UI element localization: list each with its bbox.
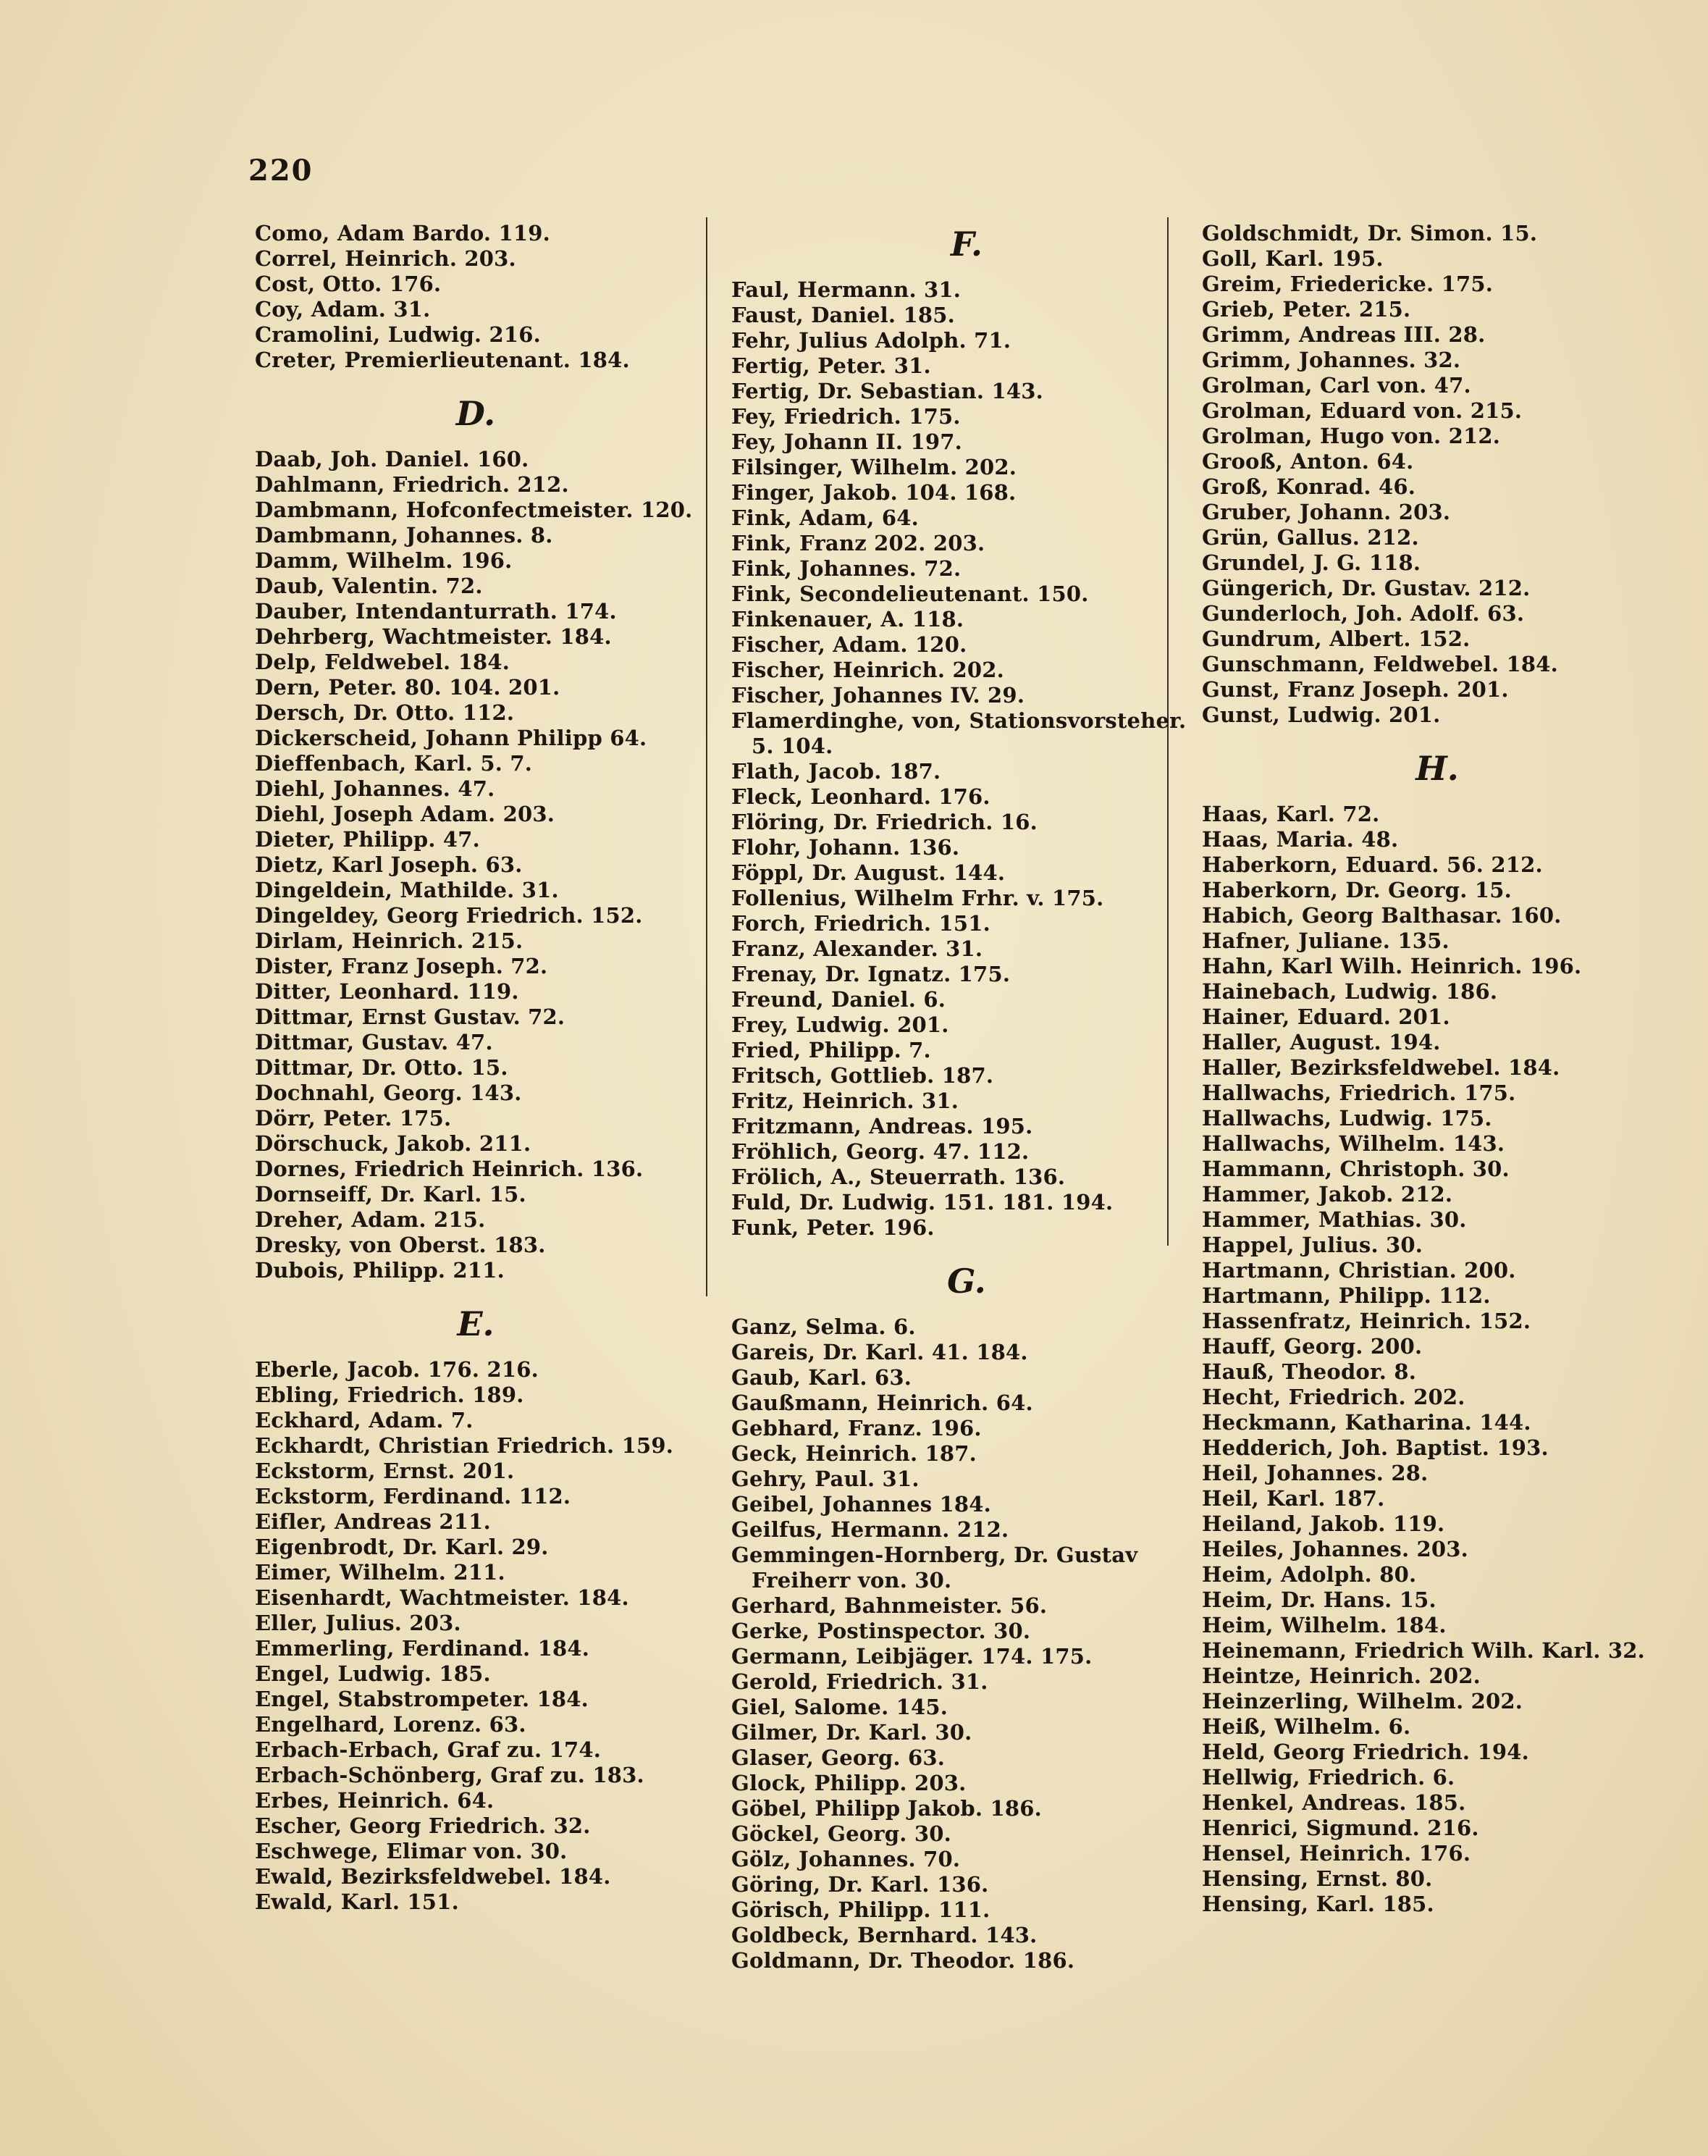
index-entry: Görisch, Philipp. 111. bbox=[731, 1897, 990, 1922]
index-entry: Hammer, Jakob. 212. bbox=[1202, 1182, 1453, 1207]
index-entry: Fey, Friedrich. 175. bbox=[731, 404, 961, 429]
index-entry: Engel, Stabstrompeter. 184. bbox=[255, 1687, 589, 1711]
index-entry: Hauß, Theodor. 8. bbox=[1202, 1359, 1417, 1384]
index-entry: Gunschmann, Feldwebel. 184. bbox=[1202, 652, 1558, 676]
index-entry: Dambmann, Johannes. 8. bbox=[255, 523, 553, 548]
index-entry: Grolman, Carl von. 47. bbox=[1202, 373, 1471, 398]
index-entry: Goldschmidt, Dr. Simon. 15. bbox=[1202, 221, 1538, 246]
index-entry: Dresky, von Oberst. 183. bbox=[255, 1233, 546, 1257]
index-entry: Eckstorm, Ferdinand. 112. bbox=[255, 1484, 571, 1509]
index-entry: Faul, Hermann. 31. bbox=[731, 277, 962, 302]
index-entry: Dornseiff, Dr. Karl. 15. bbox=[255, 1182, 526, 1207]
index-entry: Dubois, Philipp. 211. bbox=[255, 1258, 505, 1283]
index-entry: Gerhard, Bahnmeister. 56. bbox=[731, 1593, 1048, 1618]
index-entry: Dittmar, Ernst Gustav. 72. bbox=[255, 1004, 565, 1029]
index-entry: Haberkorn, Dr. Georg. 15. bbox=[1202, 878, 1512, 902]
index-entry: Gölz, Johannes. 70. bbox=[731, 1847, 961, 1871]
index-entry: Delp, Feldwebel. 184. bbox=[255, 650, 510, 674]
index-entry: Hassenfratz, Heinrich. 152. bbox=[1202, 1309, 1531, 1333]
index-entry: Dern, Peter. 80. 104. 201. bbox=[255, 675, 560, 700]
index-entry: Finger, Jakob. 104. 168. bbox=[731, 480, 1017, 505]
index-entry: Heim, Wilhelm. 184. bbox=[1202, 1613, 1447, 1637]
index-entry: Dittmar, Gustav. 47. bbox=[255, 1030, 493, 1054]
index-entry: Fertig, Peter. 31. bbox=[731, 353, 931, 378]
index-entry: Haas, Maria. 48. bbox=[1202, 827, 1399, 852]
index-entry: Engel, Ludwig. 185. bbox=[255, 1661, 491, 1686]
index-entry: Grimm, Johannes. 32. bbox=[1202, 348, 1461, 372]
index-entry: Gebhard, Franz. 196. bbox=[731, 1416, 982, 1440]
index-entry: Goldmann, Dr. Theodor. 186. bbox=[731, 1948, 1075, 1973]
index-entry: Fried, Philipp. 7. bbox=[731, 1038, 931, 1062]
index-entry: Hainebach, Ludwig. 186. bbox=[1202, 979, 1498, 1004]
index-entry: Finkenauer, A. 118. bbox=[731, 607, 964, 632]
index-entry: Freund, Daniel. 6. bbox=[731, 987, 946, 1012]
index-entry: Engelhard, Lorenz. 63. bbox=[255, 1712, 526, 1737]
index-entry: Eifler, Andreas 211. bbox=[255, 1509, 491, 1534]
index-entry: Fink, Adam, 64. bbox=[731, 506, 919, 530]
index-entry: Geibel, Johannes 184. bbox=[731, 1492, 991, 1517]
index-entry: Glaser, Georg. 63. bbox=[731, 1745, 946, 1770]
index-entry: Gaub, Karl. 63. bbox=[731, 1365, 912, 1390]
index-entry: Fritz, Heinrich. 31. bbox=[731, 1089, 959, 1113]
index-entry: Germann, Leibjäger. 174. 175. bbox=[731, 1644, 1093, 1669]
index-entry: Haller, Bezirksfeldwebel. 184. bbox=[1202, 1055, 1560, 1080]
index-entry: Dietz, Karl Joseph. 63. bbox=[255, 852, 523, 877]
index-entry: Heiland, Jakob. 119. bbox=[1202, 1511, 1445, 1536]
index-entry: Göckel, Georg. 30. bbox=[731, 1821, 951, 1846]
index-entry: Henkel, Andreas. 185. bbox=[1202, 1790, 1466, 1815]
index-entry: Hallwachs, Friedrich. 175. bbox=[1202, 1081, 1516, 1105]
index-entry: Gilmer, Dr. Karl. 30. bbox=[731, 1720, 972, 1745]
index-entry: Gemmingen-Hornberg, Dr. Gustav Freiherr von. 30. bbox=[731, 1543, 1138, 1593]
index-entry: Eimer, Wilhelm. 211. bbox=[255, 1560, 505, 1585]
index-entry: Fischer, Heinrich. 202. bbox=[731, 658, 1004, 682]
index-entry: Cost, Otto. 176. bbox=[255, 272, 442, 296]
index-entry: Hecht, Friedrich. 202. bbox=[1202, 1385, 1465, 1409]
index-entry: Ganz, Selma. 6. bbox=[731, 1314, 916, 1339]
index-entry: Dochnahl, Georg. 143. bbox=[255, 1081, 522, 1105]
index-entry: Eckhard, Adam. 7. bbox=[255, 1408, 474, 1433]
index-entry: Gunst, Ludwig. 201. bbox=[1202, 702, 1441, 727]
index-entry: Frenay, Dr. Ignatz. 175. bbox=[731, 962, 1011, 986]
index-column-2 bbox=[731, 221, 1202, 1973]
index-entry: Dieffenbach, Karl. 5. 7. bbox=[255, 751, 533, 776]
index-entry: Ewald, Bezirksfeldwebel. 184. bbox=[255, 1864, 611, 1889]
index-entry: Dauber, Intendanturrath. 174. bbox=[255, 599, 617, 624]
index-entry: Escher, Georg Friedrich. 32. bbox=[255, 1813, 591, 1838]
index-entry: Groß, Konrad. 46. bbox=[1202, 474, 1416, 499]
index-entry: Güngerich, Dr. Gustav. 212. bbox=[1202, 576, 1531, 600]
index-entry: Erbes, Heinrich. 64. bbox=[255, 1788, 495, 1813]
index-entry: Heim, Dr. Hans. 15. bbox=[1202, 1587, 1436, 1612]
index-entry: Heiß, Wilhelm. 6. bbox=[1202, 1714, 1411, 1739]
index-entry: Dreher, Adam. 215. bbox=[255, 1207, 486, 1232]
index-entry: Diehl, Johannes. 47. bbox=[255, 776, 495, 801]
index-entry: Hahn, Karl Wilh. Heinrich. 196. bbox=[1202, 954, 1582, 978]
index-entry: Gehry, Paul. 31. bbox=[731, 1467, 920, 1491]
index-entry: Dieter, Philipp. 47. bbox=[255, 827, 480, 852]
index-entry: Franz, Alexander. 31. bbox=[731, 936, 983, 961]
index-entry: Ebling, Friedrich. 189. bbox=[255, 1383, 524, 1407]
index-entry: Creter, Premierlieutenant. 184. bbox=[255, 348, 630, 372]
index-entry: Hammer, Mathias. 30. bbox=[1202, 1207, 1467, 1232]
index-entry: Fritzmann, Andreas. 195. bbox=[731, 1114, 1033, 1138]
index-entry: Dickerscheid, Johann Philipp 64. bbox=[255, 726, 647, 750]
index-entry: Dirlam, Heinrich. 215. bbox=[255, 928, 523, 953]
index-entry: Gaußmann, Heinrich. 64. bbox=[731, 1391, 1033, 1415]
index-entry: Hartmann, Philipp. 112. bbox=[1202, 1283, 1491, 1308]
index-entry: Habich, Georg Balthasar. 160. bbox=[1202, 903, 1562, 928]
index-entry: Gunst, Franz Joseph. 201. bbox=[1202, 677, 1509, 702]
index-entry: Dörr, Peter. 175. bbox=[255, 1106, 452, 1131]
index-entry: Geilfus, Hermann. 212. bbox=[731, 1517, 1009, 1542]
index-entry: Göring, Dr. Karl. 136. bbox=[731, 1872, 989, 1897]
index-entry: Follenius, Wilhelm Frhr. v. 175. bbox=[731, 886, 1104, 910]
index-entry: Giel, Salome. 145. bbox=[731, 1695, 948, 1719]
index-entry: Faust, Daniel. 185. bbox=[731, 303, 955, 327]
index-entry: Hensing, Ernst. 80. bbox=[1202, 1866, 1433, 1891]
index-entry: Fischer, Johannes IV. 29. bbox=[731, 683, 1025, 708]
index-entry: Heim, Adolph. 80. bbox=[1202, 1562, 1417, 1587]
index-entry: Haberkorn, Eduard. 56. 212. bbox=[1202, 852, 1543, 877]
index-entry: Cramolini, Ludwig. 216. bbox=[255, 322, 541, 347]
index-entry: Como, Adam Bardo. 119. bbox=[255, 221, 550, 246]
index-entry: Fey, Johann II. 197. bbox=[731, 429, 962, 454]
index-entry: Heil, Johannes. 28. bbox=[1202, 1461, 1429, 1485]
index-entry: Gunderloch, Joh. Adolf. 63. bbox=[1202, 601, 1525, 626]
column-divider bbox=[706, 217, 707, 1296]
index-entry: Frey, Ludwig. 201. bbox=[731, 1012, 949, 1037]
index-entry: Hallwachs, Wilhelm. 143. bbox=[1202, 1131, 1505, 1156]
index-entry: Dittmar, Dr. Otto. 15. bbox=[255, 1055, 508, 1080]
index-entry: Dörschuck, Jakob. 211. bbox=[255, 1131, 531, 1156]
index-entry: Eckhardt, Christian Friedrich. 159. bbox=[255, 1433, 674, 1458]
index-entry: Fink, Franz 202. 203. bbox=[731, 531, 985, 555]
index-entry: Haas, Karl. 72. bbox=[1202, 802, 1380, 826]
index-entry: Fleck, Leonhard. 176. bbox=[731, 784, 990, 809]
index-entry: Heiles, Johannes. 203. bbox=[1202, 1537, 1468, 1561]
section-letter-heading: E. bbox=[457, 1304, 495, 1343]
index-entry: Gundrum, Albert. 152. bbox=[1202, 626, 1471, 651]
section-letter-heading: H. bbox=[1415, 749, 1459, 788]
index-entry: Hensing, Karl. 185. bbox=[1202, 1892, 1434, 1916]
index-entry: Dersch, Dr. Otto. 112. bbox=[255, 700, 515, 725]
index-entry: Correl, Heinrich. 203. bbox=[255, 246, 516, 271]
section-letter-heading: D. bbox=[455, 394, 496, 433]
index-entry: Glock, Philipp. 203. bbox=[731, 1771, 967, 1795]
index-entry: Happel, Julius. 30. bbox=[1202, 1233, 1423, 1257]
index-entry: Damm, Wilhelm. 196. bbox=[255, 548, 513, 573]
index-entry: Grooß, Anton. 64. bbox=[1202, 449, 1414, 474]
index-entry: Hainer, Eduard. 201. bbox=[1202, 1004, 1450, 1029]
section-letter-heading: F. bbox=[950, 225, 983, 264]
index-entry: Flamerdinghe, von, Stationsvorsteher. 5. 104. bbox=[731, 708, 1187, 758]
index-entry: Fink, Johannes. 72. bbox=[731, 556, 962, 581]
index-entry: Hafner, Juliane. 135. bbox=[1202, 928, 1450, 953]
index-entry: Fischer, Adam. 120. bbox=[731, 632, 967, 657]
index-entry: Funk, Peter. 196. bbox=[731, 1215, 935, 1240]
index-entry: Gerold, Friedrich. 31. bbox=[731, 1669, 988, 1694]
index-entry: Dahlmann, Friedrich. 212. bbox=[255, 472, 569, 497]
index-entry: Grolman, Hugo von. 212. bbox=[1202, 424, 1501, 448]
index-entry: Dister, Franz Joseph. 72. bbox=[255, 954, 548, 978]
index-entry: Erbach-Erbach, Graf zu. 174. bbox=[255, 1737, 601, 1762]
index-entry: Hellwig, Friedrich. 6. bbox=[1202, 1765, 1455, 1790]
index-entry: Goll, Karl. 195. bbox=[1202, 246, 1384, 271]
index-entry: Hartmann, Christian. 200. bbox=[1202, 1258, 1516, 1283]
index-entry: Eschwege, Elimar von. 30. bbox=[255, 1839, 568, 1863]
index-entry: Hammann, Christoph. 30. bbox=[1202, 1157, 1510, 1181]
index-entry: Flohr, Johann. 136. bbox=[731, 835, 960, 860]
index-entry: Heil, Karl. 187. bbox=[1202, 1486, 1385, 1511]
index-entry: Flöring, Dr. Friedrich. 16. bbox=[731, 810, 1038, 834]
index-entry: Grolman, Eduard von. 215. bbox=[1202, 398, 1523, 423]
index-entry: Heintze, Heinrich. 202. bbox=[1202, 1664, 1481, 1688]
index-entry: Daub, Valentin. 72. bbox=[255, 574, 483, 598]
index-entry: Grieb, Peter. 215. bbox=[1202, 297, 1411, 322]
index-entry: Haller, August. 194. bbox=[1202, 1030, 1441, 1054]
page-number: 220 bbox=[248, 154, 314, 188]
index-entry: Heinzerling, Wilhelm. 202. bbox=[1202, 1689, 1523, 1714]
index-entry: Diehl, Joseph Adam. 203. bbox=[255, 802, 555, 826]
index-entry: Hallwachs, Ludwig. 175. bbox=[1202, 1106, 1492, 1131]
index-entry: Emmerling, Ferdinand. 184. bbox=[255, 1636, 590, 1661]
index-entry: Dambmann, Hofconfectmeister. 120. bbox=[255, 498, 693, 522]
index-entry: Fehr, Julius Adolph. 71. bbox=[731, 328, 1011, 353]
index-entry: Eberle, Jacob. 176. 216. bbox=[255, 1357, 539, 1382]
index-entry: Göbel, Philipp Jakob. 186. bbox=[731, 1796, 1042, 1821]
index-entry: Geck, Heinrich. 187. bbox=[731, 1441, 977, 1466]
index-entry: Fertig, Dr. Sebastian. 143. bbox=[731, 379, 1043, 403]
index-entry: Dingeldein, Mathilde. 31. bbox=[255, 878, 559, 902]
index-column-3 bbox=[1202, 221, 1673, 1917]
index-entry: Ditter, Leonhard. 119. bbox=[255, 979, 519, 1004]
index-entry: Grundel, J. G. 118. bbox=[1202, 550, 1421, 575]
index-entry: Coy, Adam. 31. bbox=[255, 297, 431, 322]
index-entry: Ewald, Karl. 151. bbox=[255, 1889, 459, 1914]
index-entry: Eckstorm, Ernst. 201. bbox=[255, 1459, 515, 1483]
index-entry: Grimm, Andreas III. 28. bbox=[1202, 322, 1486, 347]
index-entry: Fritsch, Gottlieb. 187. bbox=[731, 1063, 994, 1088]
index-entry: Eigenbrodt, Dr. Karl. 29. bbox=[255, 1535, 549, 1559]
index-entry: Fink, Secondelieutenant. 150. bbox=[731, 582, 1089, 606]
index-entry: Hensel, Heinrich. 176. bbox=[1202, 1841, 1471, 1866]
index-entry: Föppl, Dr. August. 144. bbox=[731, 860, 1006, 885]
index-column-1 bbox=[255, 221, 697, 1915]
index-entry: Forch, Friedrich. 151. bbox=[731, 911, 990, 936]
index-entry: Erbach-Schönberg, Graf zu. 183. bbox=[255, 1763, 644, 1787]
index-entry: Dornes, Friedrich Heinrich. 136. bbox=[255, 1157, 644, 1181]
index-entry: Daab, Joh. Daniel. 160. bbox=[255, 447, 529, 471]
index-entry: Gareis, Dr. Karl. 41. 184. bbox=[731, 1340, 1028, 1364]
index-entry: Eller, Julius. 203. bbox=[255, 1611, 461, 1635]
index-entry: Dehrberg, Wachtmeister. 184. bbox=[255, 624, 612, 649]
index-entry: Frölich, A., Steuerrath. 136. bbox=[731, 1165, 1066, 1189]
index-entry: Dingeldey, Georg Friedrich. 152. bbox=[255, 903, 643, 928]
index-entry: Gruber, Johann. 203. bbox=[1202, 500, 1451, 524]
index-entry: Gerke, Postinspector. 30. bbox=[731, 1619, 1031, 1643]
index-entry: Flath, Jacob. 187. bbox=[731, 759, 941, 784]
index-entry: Fröhlich, Georg. 47. 112. bbox=[731, 1139, 1030, 1164]
index-entry: Greim, Friedericke. 175. bbox=[1202, 272, 1494, 296]
index-entry: Filsinger, Wilhelm. 202. bbox=[731, 455, 1017, 479]
section-letter-heading: G. bbox=[947, 1262, 986, 1301]
index-entry: Hedderich, Joh. Baptist. 193. bbox=[1202, 1435, 1549, 1460]
index-entry: Goldbeck, Bernhard. 143. bbox=[731, 1923, 1038, 1947]
index-entry: Henrici, Sigmund. 216. bbox=[1202, 1816, 1479, 1840]
index-entry: Heckmann, Katharina. 144. bbox=[1202, 1410, 1531, 1435]
index-entry: Eisenhardt, Wachtmeister. 184. bbox=[255, 1585, 629, 1610]
index-entry: Held, Georg Friedrich. 194. bbox=[1202, 1740, 1529, 1764]
index-entry: Heinemann, Friedrich Wilh. Karl. 32. bbox=[1202, 1638, 1645, 1663]
index-entry: Grün, Gallus. 212. bbox=[1202, 525, 1419, 550]
index-entry: Fuld, Dr. Ludwig. 151. 181. 194. bbox=[731, 1190, 1114, 1215]
index-entry: Hauff, Georg. 200. bbox=[1202, 1334, 1423, 1359]
